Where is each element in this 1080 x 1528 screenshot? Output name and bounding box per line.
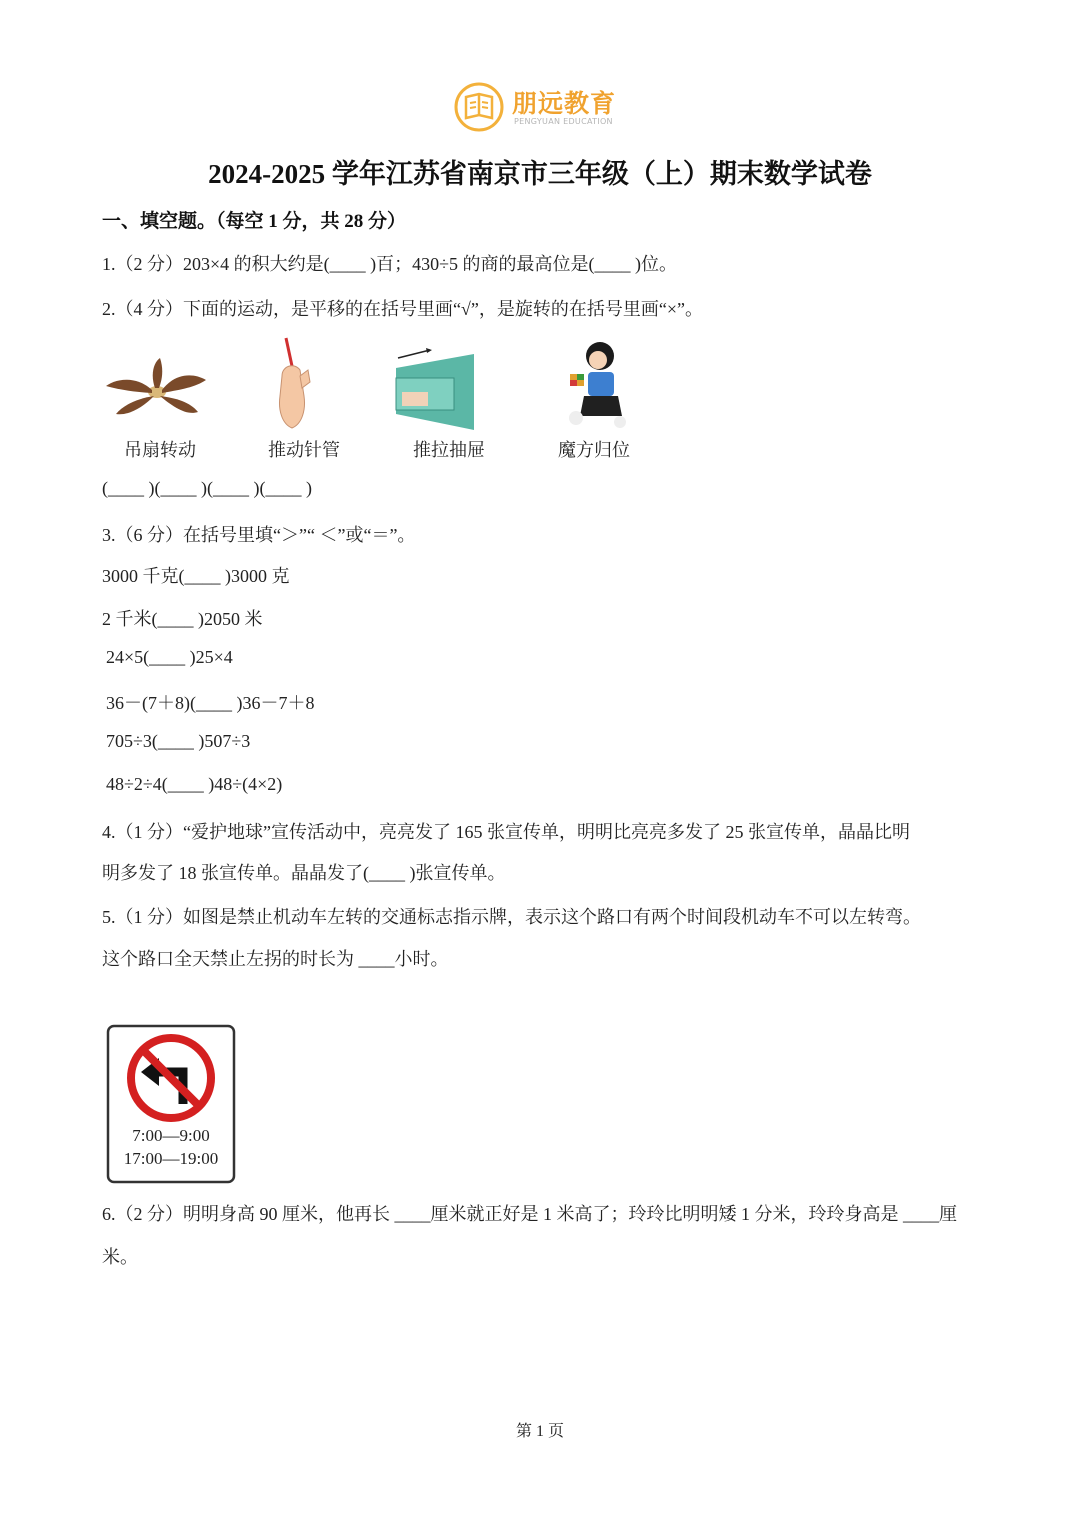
picture-label-fan: 吊扇转动 <box>124 440 196 460</box>
question-6-line-2: 米。 <box>102 1247 138 1267</box>
section-heading: 一、填空题。（每空 1 分，共 28 分） <box>102 211 407 232</box>
question-2-answers: (____ )(____ )(____ )(____ ) <box>102 478 312 498</box>
question-3: 3.（6 分）在括号里填“＞”“ ＜”或“＝”。 <box>102 525 416 545</box>
sign-time-2: 17:00—19:00 <box>123 1149 219 1168</box>
question-3-item: 3000 千克(____ )3000 克 <box>102 566 290 586</box>
picture-label-drawer: 推拉抽屉 <box>413 440 485 460</box>
question-3-item: 24×5(____ )25×4 <box>106 647 233 667</box>
motion-pictures <box>102 336 642 460</box>
question-4-line-2: 明多发了 18 张宣传单。晶晶发了(____ )张宣传单。 <box>102 863 506 883</box>
rubik-cube-girl-icon <box>562 338 626 430</box>
brand-name: 朋远教育 <box>512 89 617 118</box>
brand-subtitle: PENGYUAN EDUCATION <box>514 117 613 126</box>
question-1: 1.（2 分）203×4 的积大约是(____ )百；430÷5 的商的最高位是(____ )位。 <box>102 254 678 274</box>
sign-time-1: 7:00—9:00 <box>132 1126 210 1145</box>
syringe-hand-icon <box>272 336 322 431</box>
picture-label-cube: 魔方归位 <box>558 440 630 460</box>
page-number: 第 1 页 <box>515 1423 564 1440</box>
ceiling-fan-icon <box>102 356 212 426</box>
question-6-line-1: 6.（2 分）明明身高 90 厘米，他再长 ____厘米就正好是 1 米高了；玲玲比明明矮 1 分米，玲玲身高是 ____厘 <box>102 1204 957 1224</box>
question-4-line-1: 4.（1 分）“爱护地球”宣传活动中，亮亮发了 165 张宣传单，明明比亮亮多发了 25 张宣传单，晶晶比明 <box>102 822 910 842</box>
no-left-turn-icon <box>125 1032 217 1124</box>
question-2: 2.（4 分）下面的运动，是平移的在括号里画“√”，是旋转的在括号里画“×”。 <box>102 299 703 319</box>
page-title: 2024-2025 学年江苏省南京市三年级（上）期末数学试卷 <box>208 159 872 189</box>
drawer-icon <box>394 348 476 432</box>
traffic-sign <box>106 1024 236 1184</box>
question-5-line-2: 这个路口全天禁止左拐的时长为 ____小时。 <box>102 949 449 969</box>
question-5-line-1: 5.（1 分）如图是禁止机动车左转的交通标志指示牌，表示这个路口有两个时间段机动车不可以左转弯。 <box>102 907 921 927</box>
picture-label-syringe: 推动针管 <box>268 440 340 460</box>
question-3-item: 705÷3(____ )507÷3 <box>106 731 251 751</box>
question-3-item: 36－(7＋8)(____ )36－7＋8 <box>106 693 315 713</box>
question-3-item: 2 千米(____ )2050 米 <box>102 609 263 629</box>
question-3-item: 48÷2÷4(____ )48÷(4×2) <box>106 774 283 794</box>
